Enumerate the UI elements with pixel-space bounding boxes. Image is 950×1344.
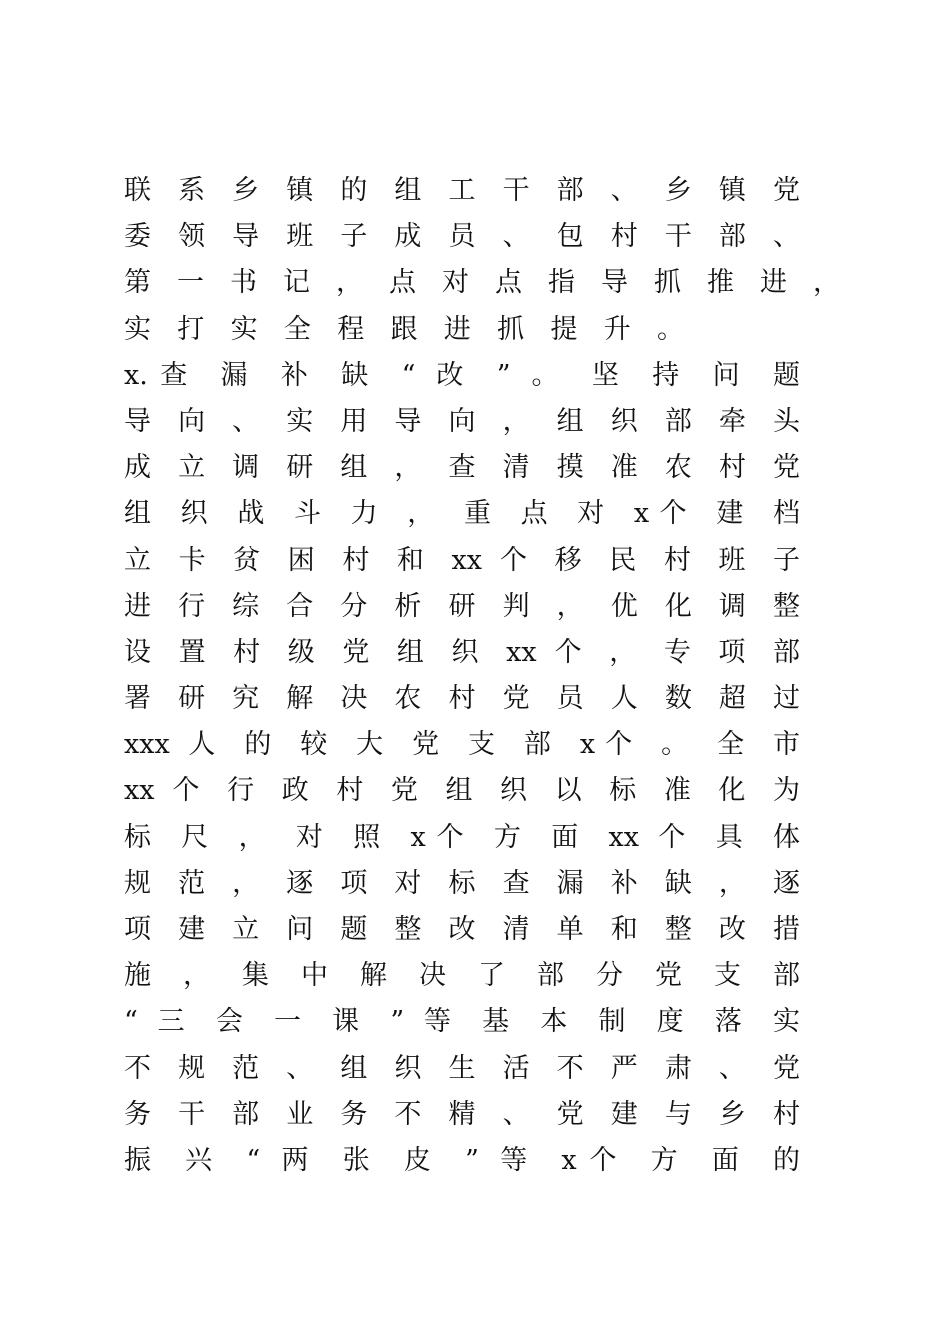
body-text bbox=[124, 168, 844, 1184]
text-line-10: 进 行 综 合 分 析 研 判 ， 优 化 调 整 bbox=[124, 590, 800, 622]
text-line-13: xxx 人 的 较 大 党 支 部 x个 。 全 市 bbox=[124, 729, 800, 761]
text-line-1: 联 系 乡 镇 的 组 工 干 部 、 乡 镇 党 bbox=[124, 175, 800, 206]
text-line-3: 第 一 书 记 ， 点 对 点 指 导 抓 推 进 ， bbox=[124, 267, 840, 299]
text-line-22: 振 兴 “ 两 张 皮 ” 等 x个 方 面 的 bbox=[124, 1144, 800, 1176]
text-line-16: 规 范 ， 逐 项 对 标 查 漏 补 缺 ， 逐 bbox=[124, 867, 800, 899]
text-line-8: 组 织 战 斗 力 ， 重 点 对 x个 建 档 bbox=[124, 498, 800, 530]
text-line-15: 标 尺 ， 对 照 x个 方 面 xx 个 具 体 bbox=[124, 821, 800, 853]
text-line-6: 导 向 、 实 用 导 向 ， 组 织 部 牵 头 bbox=[124, 405, 800, 437]
text-line-7: 成 立 调 研 组 ， 查 清 摸 准 农 村 党 bbox=[124, 452, 800, 484]
text-line-2: 委 领 导 班 子 成 员 、 包 村 干 部 、 bbox=[124, 221, 800, 253]
text-line-5: x.查 漏 补 缺 “ 改 ” 。 坚 持 问 题 bbox=[124, 359, 800, 391]
text-line-17: 项 建 立 问 题 整 改 清 单 和 整 改 措 bbox=[124, 914, 800, 945]
text-line-18: 施 ， 集 中 解 决 了 部 分 党 支 部 bbox=[124, 960, 800, 992]
text-line-14: xx 个 行 政 村 党 组 织 以 标 准 化 为 bbox=[124, 775, 800, 807]
text-line-12: 署 研 究 解 决 农 村 党 员 人 数 超 过 bbox=[124, 683, 800, 715]
text-line-19: “ 三 会 一 课 ” 等 基 本 制 度 落 实 bbox=[124, 1006, 800, 1038]
text-line-4: 实 打 实 全 程 跟 进 抓 提 升 。 bbox=[124, 313, 684, 345]
text-line-20: 不 规 范 、 组 织 生 活 不 严 肃 、 党 bbox=[124, 1052, 800, 1084]
text-line-21: 务 干 部 业 务 不 精 、 党 建 与 乡 村 bbox=[124, 1098, 800, 1130]
text-line-11: 设 置 村 级 党 组 织 xx 个 ， 专 项 部 bbox=[124, 636, 800, 668]
text-line-9: 立 卡 贫 困 村 和 xx 个 移 民 村 班 子 bbox=[124, 544, 800, 576]
